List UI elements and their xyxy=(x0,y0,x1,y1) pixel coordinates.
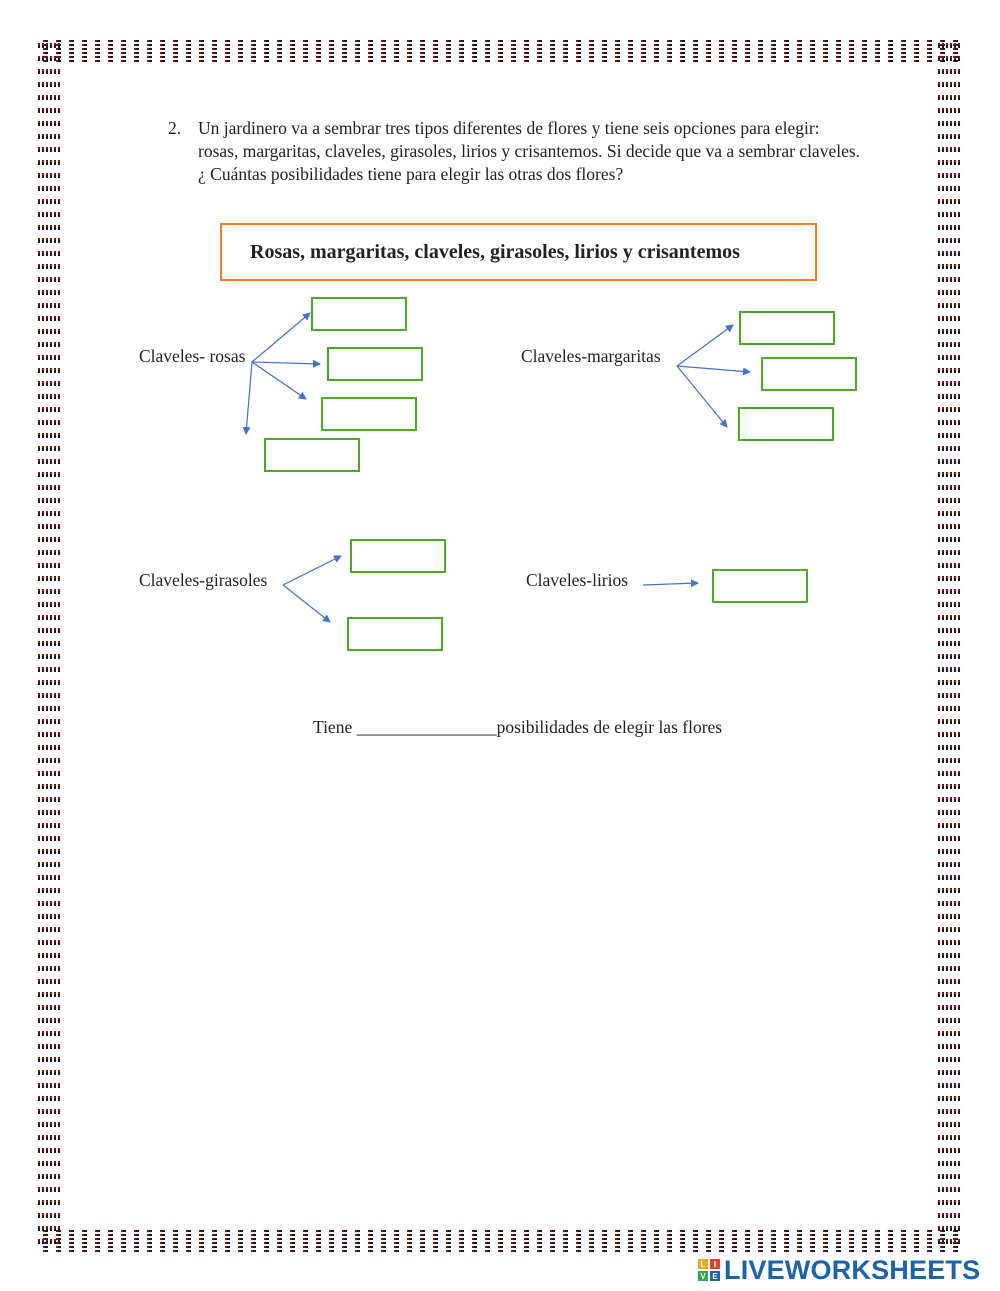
answer-box-rosas-1[interactable] xyxy=(311,297,407,331)
answer-box-girasoles-1[interactable] xyxy=(350,539,446,573)
arrow-girasoles-1 xyxy=(283,556,341,585)
answer-box-margaritas-2[interactable] xyxy=(761,357,857,391)
tree-label-girasoles: Claveles-girasoles xyxy=(139,570,268,590)
arrow-margaritas-1 xyxy=(677,325,733,366)
question-number: 2. xyxy=(168,118,182,138)
arrow-lirios-1 xyxy=(643,583,698,585)
arrow-girasoles-2 xyxy=(283,585,330,622)
tree-label-margaritas: Claveles-margaritas xyxy=(521,346,661,366)
answer-box-margaritas-1[interactable] xyxy=(739,311,835,345)
arrow-margaritas-3 xyxy=(677,366,727,427)
answer-box-margaritas-3[interactable] xyxy=(738,407,834,441)
brand-text: LIVEWORKSHEETS xyxy=(724,1254,981,1285)
summary-prefix: Tiene xyxy=(313,717,357,737)
tree-label-rosas: Claveles- rosas xyxy=(139,346,246,366)
answer-box-lirios-1[interactable] xyxy=(712,569,808,603)
logo-letter: E xyxy=(710,1271,720,1281)
answer-box-girasoles-2[interactable] xyxy=(347,617,443,651)
logo-letter: I xyxy=(710,1259,720,1269)
question-text: Un jardinero va a sembrar tres tipos diferentes de flores y tiene seis opciones para elegir: rosas, margaritas, claveles, girasoles, lirios y crisantemos. Si decide que va a sembrar claveles.¿ Cuántas posibilidades tiene para elegir las otras dos flores? xyxy=(198,118,861,184)
answer-box-rosas-3[interactable] xyxy=(321,397,417,431)
answer-box-rosas-2[interactable] xyxy=(327,347,423,381)
logo-letter: V xyxy=(698,1271,708,1281)
summary-suffix: posibilidades de elegir las flores xyxy=(496,717,723,737)
arrow-rosas-3 xyxy=(252,362,306,399)
logo-letter: L xyxy=(698,1259,708,1269)
arrow-rosas-4 xyxy=(246,362,252,434)
summary-line xyxy=(313,717,722,738)
arrow-rosas-2 xyxy=(252,362,320,364)
liveworksheets-logo-icon xyxy=(698,1259,720,1281)
tree-label-lirios: Claveles-lirios xyxy=(526,570,629,590)
liveworksheets-brand xyxy=(698,1255,980,1285)
arrow-margaritas-2 xyxy=(677,366,750,372)
flower-options-text: Rosas, margaritas, claveles, girasoles, lirios y crisantemos xyxy=(250,240,740,263)
arrow-rosas-1 xyxy=(252,313,310,362)
summary-blank[interactable]: ________________ xyxy=(356,717,497,737)
answer-box-rosas-4[interactable] xyxy=(264,438,360,472)
